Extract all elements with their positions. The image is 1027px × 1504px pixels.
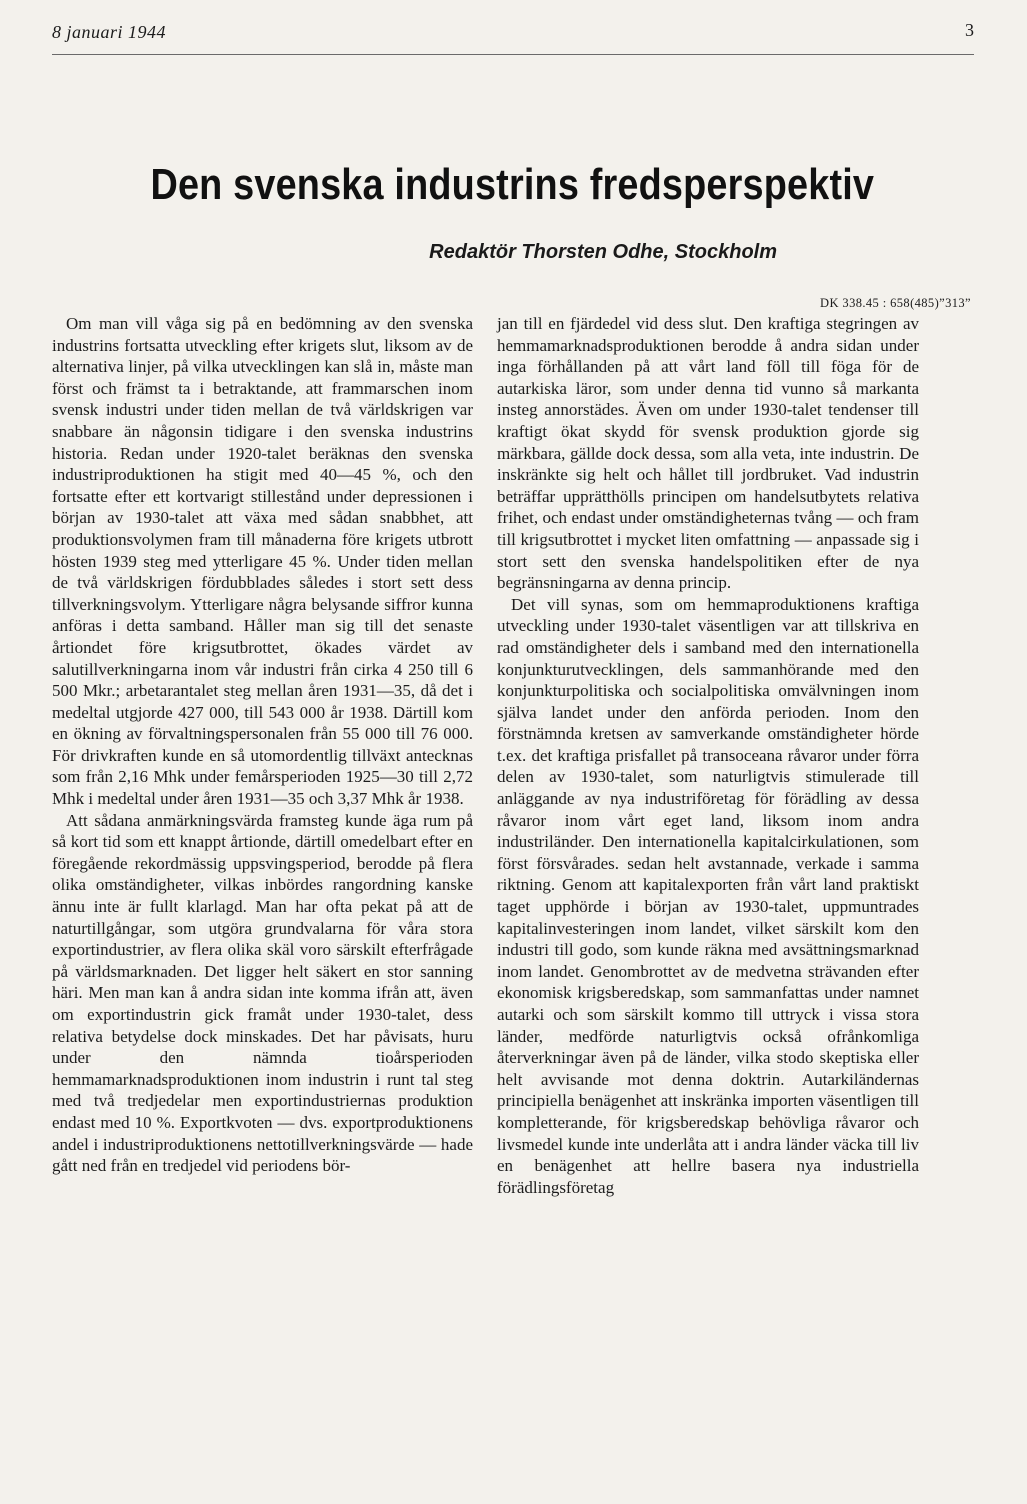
page-header bbox=[52, 18, 974, 55]
page-number: 3 bbox=[965, 20, 974, 40]
paragraph: Om man vill våga sig på en bedömning av den svenska industrins fortsatta utveckling efter krigets slut, liksom av de alternativa linjer, på vilka utvecklingen kan slå in, måste man först och främst ta i betraktande, att frammarschen inom svensk industri under tiden mellan de två världskrigen var snabbare än någonsin tidigare i den svenska industrins historia. Redan under 1920-talet beräknas den svenska industriproduktionen ha stigit med 40—45 %, och den fortsatte efter ett kortvarigt stillestånd under depressionen i början av 1930-talet att växa med sådan snabbhet, att produktionsvolymen fram till månaderna före krigets utbrott hösten 1939 steg med ytterligare 45 %. Under tiden mellan de två världskrigen fördubblades således i stort sett dess tillverkningsvolym. Ytterligare några belysande siffror kunna anföras i detta samband. Håller man sig till det senaste årtiondet före krigsutbrottet, ökades värdet av salutillverkningarna inom vår industri från cirka 4 250 till 6 500 Mkr.; arbetarantalet steg mellan åren 1931—35, då det i medeltal utgjorde 427 000, till 543 000 år 1938. Därtill kom en ökning av förvaltningspersonalen från 55 000 till 76 000. För drivkraften kunde en så utomordentlig tillväxt antecknas som från 2,16 Mhk under femårsperioden 1925—30 till 2,72 Mhk i medeltal under åren 1931—35 och 3,37 Mhk år 1938. bbox=[52, 314, 473, 809]
paragraph: Det vill synas, som om hemmaproduktionens kraftiga utveckling under 1930-talet väsentligen var att tillskriva en rad omständigheter dels i samband med den internationella konjunkturutvecklingen, dels sammanhörande med den konjunkturpolitiska och socialpolitiska omvälvningen inom själva landet under den anförda perioden. Inom den förstnämnda kretsen av samverkande omständigheter hörde t.ex. det kraftiga prisfallet på transoceana råvaror under förra delen av 1930-talet, som naturligtvis stimulerade till anläggande av nya industriföretag för förädling av dessa råvaror inom vårt eget land, liksom inom andra industriländer. Den internationella kapitalcirkulationen, som först försvårades. sedan helt avstannade, verkade i samma riktning. Genom att kapitalexporten från vårt land praktiskt taget upphörde i början av 1930-talet, uppmuntrades kapitalinvesteringen inom landet, vilket särskilt kom den industri till godo, som kunde räkna med avsättningsmarknad inom landet. Genombrottet av de medvetna strävanden efter ekonomisk krigsberedskap, som sammanfattas under namnet autarki och som särskilt kommo till uttryck i vissa stora länder, medförde naturligtvis också ofrånkomliga återverkningar även på de länder, vilka stodo skeptiska eller helt avvisande mot denna doktrin. Autarkiländernas principiella benägenhet att inskränka importen väsentligen till kompletterande, för krigsberedskap behövliga råvaror och livsmedel kunde inte underlåta att i andra länder väcka till liv en benägenhet att hellre basera nya industriella förädlingsföretag bbox=[497, 594, 919, 1197]
paragraph: jan till en fjärdedel vid dess slut. Den kraftiga stegringen av hemmamarknadsproduktionen berodde å andra sidan under inga förhållanden på att vårt land föll till föga för de autarkiska läror, som under denna tid vunno så markanta insteg annorstädes. Även om under 1930-talet tendenser till kraftigt ökat skydd för svensk produktion gjorde sig märkbara, gällde dock dessa, som alla veta, inte industrin. De inskränkte sig helt och hållet till jordbruket. Vad industrin beträffar upprätthölls principen om handelsutbytets relativa frihet, och endast under omständigheternas tvång — och fram till krigsutbrottet i mycket liten omfattning — anpassade sig i stort sett den svenska handelspolitiken efter de nya begränsningarna av denna princip. bbox=[497, 314, 919, 593]
article-title: Den svenska industrins fredsperspektiv bbox=[150, 160, 875, 209]
right-column bbox=[497, 313, 919, 1198]
issue-date: 8 januari 1944 bbox=[52, 22, 167, 42]
classification-code: DK 338.45 : 658(485)”313” bbox=[820, 296, 971, 310]
left-column bbox=[52, 313, 473, 1177]
article-byline: Redaktör Thorsten Odhe, Stockholm bbox=[429, 241, 777, 263]
paragraph: Att sådana anmärkningsvärda framsteg kunde äga rum på så kort tid som ett knappt årtionde, därtill omedelbart efter en föregående rekordmässig uppsvingsperiod, berodde på flera olika omständigheter, vilkas inbördes rangordning kanske ännu inte är fullt klarlagd. Man har ofta pekat på att de naturtillgångar, som utgöra grundvalarna för våra stora exportindustrier, av flera olika skäl voro särskilt efterfrågade på världsmarknaden. Det ligger helt säkert en stor sanning häri. Men man kan å andra sidan inte komma ifrån att, även om exportindustrin gick framåt under 1930-talet, dess relativa betydelse dock minskades. Det har påvisats, huru under den nämnda tioårsperioden hemmamarknadsproduktionen inom industrin i runt tal steg med två tredjedelar men exportindustriernas produktion endast med 10 %. Exportkvoten — dvs. exportproduktionens andel i industriproduktionens nettotillverkningsvärde — hade gått ned från en tredjedel vid periodens bör- bbox=[52, 810, 473, 1176]
